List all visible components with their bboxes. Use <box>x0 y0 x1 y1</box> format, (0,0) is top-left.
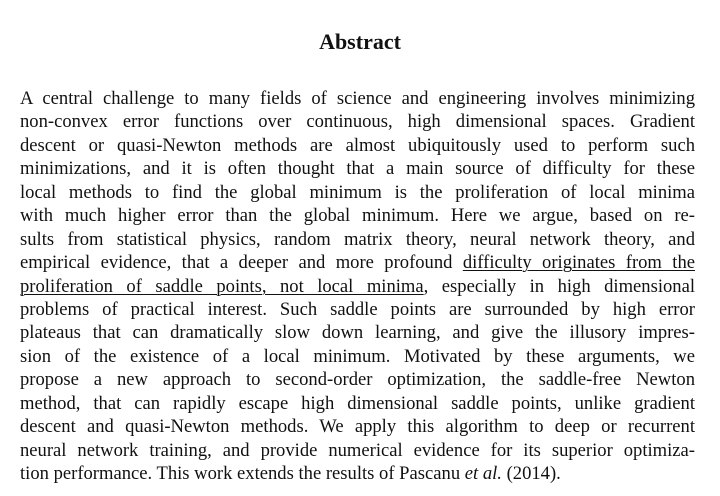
abstract-line-4: minimizations, and it is often thought that a main source of difficulty for these <box>20 158 695 180</box>
abstract-line-7: sults from statistical physics, random matrix theory, neural network theory, and <box>20 228 695 250</box>
abstract-line-8 <box>20 251 695 274</box>
abstract-line-17 <box>20 462 695 485</box>
abstract-line-2: non-convex error functions over continuous, high dimensional spaces. Gradient <box>20 111 695 133</box>
abstract-line-16: neural network training, and provide numerical evidence for its superior optimiza- <box>20 439 695 461</box>
abstract-line-12: sion of the existence of a local minimum. Motivated by these arguments, we <box>20 345 695 367</box>
abstract-line-10: problems of practical interest. Such saddle points are surrounded by high error <box>20 298 695 320</box>
abstract-line-15: descent and quasi-Newton methods. We apply this algorithm to deep or recurrent <box>20 416 695 438</box>
abstract-line-6: with much higher error than the global minimum. Here we argue, based on re- <box>20 205 695 227</box>
abstract-heading: Abstract <box>319 29 401 54</box>
abstract-line-3: descent or quasi-Newton methods are almost ubiquitously used to perform such <box>20 134 695 156</box>
abstract-line-8-text: empirical evidence, that a deeper and more profound <box>20 252 463 274</box>
highlighted-claim-part-2: proliferation of saddle points, not local minima <box>20 275 424 297</box>
abstract-line-13: propose a new approach to second-order optimization, the saddle-free Newton <box>20 369 695 391</box>
abstract-line-11: plateaus that can dramatically slow down learning, and give the illusory impres- <box>20 322 695 344</box>
abstract-line-14: method, that can rapidly escape high dimensional saddle points, unlike gradient <box>20 392 695 414</box>
highlighted-claim-part-1: difficulty originates from the <box>462 252 695 274</box>
abstract-line-1: A central challenge to many fields of science and engineering involves minimizing <box>20 88 695 109</box>
abstract-line-9 <box>20 275 695 298</box>
abstract-line-5: local methods to find the global minimum is the proliferation of local minima <box>20 181 695 203</box>
abstract-line-17-text: tion performance. This work extends the results of Pascanu <box>20 463 465 484</box>
citation-et-al: et al. <box>464 463 502 484</box>
citation-year: (2014). <box>501 463 561 484</box>
abstract-line-9-text: , especially in high dimensional <box>423 275 695 297</box>
abstract-body <box>20 87 695 485</box>
